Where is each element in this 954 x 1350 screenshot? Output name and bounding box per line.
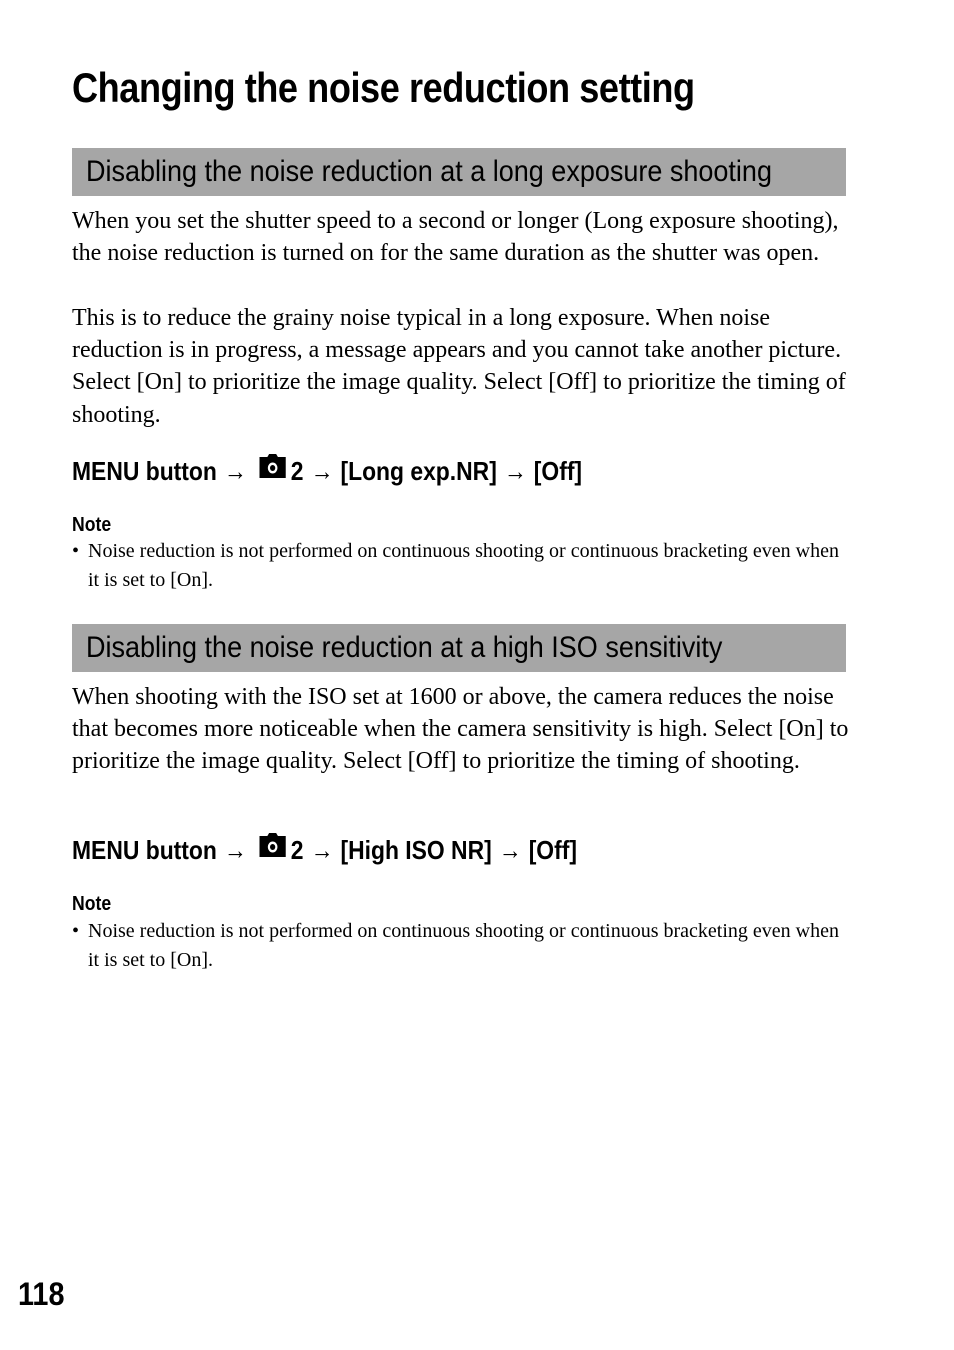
arrow-icon: →	[498, 835, 522, 866]
section-heading-label: Disabling the noise reduction at a high ISO sensitivity	[86, 631, 723, 664]
bullet-icon: •	[72, 540, 80, 562]
menu-path-high-iso	[72, 832, 577, 868]
menu-item: [High ISO NR]	[340, 835, 492, 866]
section-heading-long-exposure	[72, 148, 846, 196]
paragraph-high-iso: When shooting with the ISO set at 1600 or above, the camera reduces the noise that becomes more noticeable when the camera sensitivity is high. Select [On] to prioritize the image quality. Select [Off] to prioritize the timing of shooting.	[72, 684, 849, 775]
arrow-icon: →	[310, 835, 334, 866]
paragraph-long-exposure-intro: When you set the shutter speed to a second or longer (Long exposure shooting), the noise reduction is turned on for the same duration as the shutter was open.	[72, 208, 839, 267]
note-item	[72, 917, 852, 975]
menu-path-start: MENU button	[72, 456, 217, 487]
section-heading-high-iso	[72, 624, 846, 672]
page-title: Changing the noise reduction setting	[72, 64, 695, 111]
camera-icon	[259, 453, 285, 485]
arrow-icon: →	[310, 456, 334, 487]
arrow-icon: →	[503, 456, 527, 487]
menu-value: [Off]	[533, 456, 583, 487]
menu-tab-number: 2	[290, 456, 304, 487]
note-text: Noise reduction is not performed on continuous shooting or continuous bracketing even when it is set to [On].	[88, 920, 839, 971]
arrow-icon: →	[223, 456, 247, 487]
menu-path-long-exposure	[72, 453, 582, 489]
section-heading-label: Disabling the noise reduction at a long exposure shooting	[86, 155, 772, 188]
camera-icon	[259, 832, 285, 864]
menu-path-start: MENU button	[72, 835, 217, 866]
note-heading: Note	[72, 893, 112, 915]
note-item	[72, 537, 852, 595]
note-text: Noise reduction is not performed on continuous shooting or continuous bracketing even when it is set to [On].	[88, 540, 839, 591]
menu-item: [Long exp.NR]	[340, 456, 497, 487]
page-number: 118	[18, 1276, 65, 1312]
arrow-icon: →	[223, 835, 247, 866]
menu-tab-number: 2	[290, 835, 304, 866]
menu-value: [Off]	[528, 835, 577, 866]
note-heading: Note	[72, 514, 112, 536]
paragraph-long-exposure-detail: This is to reduce the grainy noise typical in a long exposure. When noise reduction is in progress, a message appears and you cannot take another picture. Select [On] to prioritize the image quality. Select [Off] to prioritize the timing of shooting.	[72, 305, 846, 428]
bullet-icon: •	[72, 920, 80, 942]
